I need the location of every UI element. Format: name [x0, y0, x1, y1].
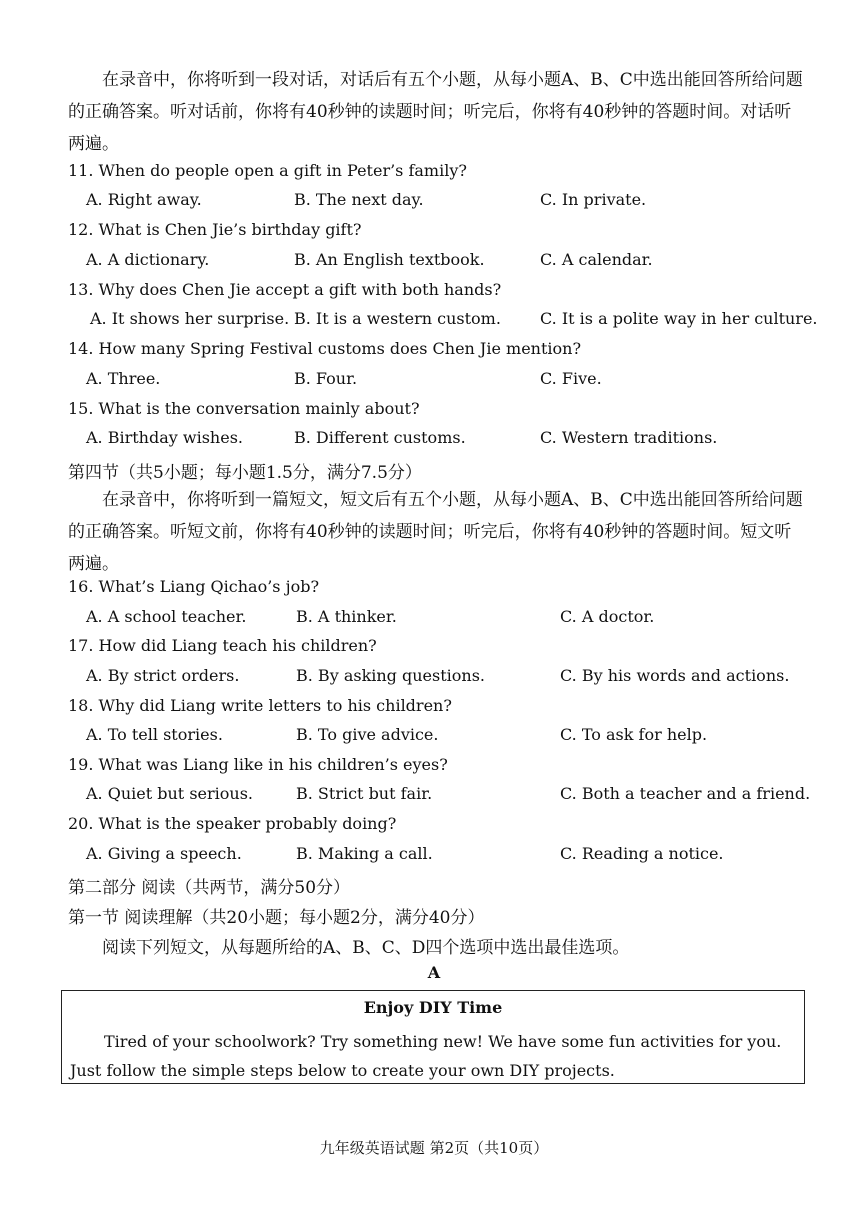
- option-12-a: A. A dictionary.: [86, 250, 210, 269]
- option-11-c: C. In private.: [540, 190, 647, 209]
- question-20: 20. What is the speaker probably doing?: [68, 814, 397, 833]
- question-16: 16. What’s Liang Qichao’s job?: [68, 577, 320, 596]
- part2-instructions: 阅读下列短文，从每题所给的A、B、C、D四个选项中选出最佳选项。: [102, 938, 630, 958]
- section3-instructions: 在录音中，你将听到一段对话，对话后有五个小题，从每小题A、B、C中选出能回答所给问题的正确答案。听对话前，你将有40秒钟的读题时间；听完后，你将有40秒钟的答题时间。对话听两遍。: [68, 70, 803, 154]
- option-15-b: B. Different customs.: [294, 428, 466, 447]
- option-12-c: C. A calendar.: [540, 250, 653, 269]
- page-footer: 九年级英语试题 第2页（共10页）: [319, 1139, 549, 1157]
- question-18: 18. Why did Liang write letters to his children?: [68, 696, 452, 715]
- part2-sub-heading: 第一节 阅读理解（共20小题；每小题2分，满分40分）: [68, 908, 485, 928]
- option-20-a: A. Giving a speech.: [86, 844, 242, 863]
- passage-text: Tired of your schoolwork? Try something new! We have some fun activities for you. Just follow the simple steps below to create your own DIY projects.: [70, 1032, 782, 1080]
- question-15: 15. What is the conversation mainly about?: [68, 399, 420, 418]
- option-12-b: B. An English textbook.: [294, 250, 485, 269]
- passage-label: A: [427, 963, 441, 982]
- question-11: 11. When do people open a gift in Peter’s family?: [68, 161, 467, 180]
- option-19-b: B. Strict but fair.: [296, 784, 433, 803]
- option-13-b: B. It is a western custom.: [294, 309, 501, 328]
- question-17: 17. How did Liang teach his children?: [68, 636, 377, 655]
- option-15-a: A. Birthday wishes.: [86, 428, 243, 447]
- passage-title: Enjoy DIY Time: [363, 998, 503, 1017]
- option-20-b: B. Making a call.: [296, 844, 433, 863]
- section4-heading: 第四节（共5小题；每小题1.5分，满分7.5分）: [68, 463, 422, 483]
- question-13: 13. Why does Chen Jie accept a gift with both hands?: [68, 280, 502, 299]
- option-17-c: C. By his words and actions.: [560, 666, 790, 685]
- option-18-b: B. To give advice.: [296, 725, 439, 744]
- option-13-a: A. It shows her surprise.: [90, 309, 290, 328]
- option-16-a: A. A school teacher.: [86, 607, 247, 626]
- option-19-a: A. Quiet but serious.: [86, 784, 253, 803]
- option-15-c: C. Western traditions.: [540, 428, 718, 447]
- option-18-c: C. To ask for help.: [560, 725, 708, 744]
- option-14-c: C. Five.: [540, 369, 602, 388]
- part2-heading: 第二部分 阅读（共两节，满分50分）: [68, 878, 351, 898]
- option-14-a: A. Three.: [86, 369, 161, 388]
- question-12: 12. What is Chen Jie’s birthday gift?: [68, 220, 362, 239]
- option-19-c: C. Both a teacher and a friend.: [560, 784, 811, 803]
- option-11-a: A. Right away.: [86, 190, 202, 209]
- question-14: 14. How many Spring Festival customs does Chen Jie mention?: [68, 339, 582, 358]
- passage-box: [61, 990, 805, 1084]
- option-16-b: B. A thinker.: [296, 607, 397, 626]
- option-14-b: B. Four.: [294, 369, 358, 388]
- option-13-c: C. It is a polite way in her culture.: [540, 309, 818, 328]
- option-17-b: B. By asking questions.: [296, 666, 486, 685]
- option-17-a: A. By strict orders.: [86, 666, 240, 685]
- section4-instructions: 在录音中，你将听到一篇短文，短文后有五个小题，从每小题A、B、C中选出能回答所给问题的正确答案。听短文前，你将有40秒钟的读题时间；听完后，你将有40秒钟的答题时间。短文听两遍。: [68, 490, 803, 574]
- option-20-c: C. Reading a notice.: [560, 844, 724, 863]
- option-11-b: B. The next day.: [294, 190, 424, 209]
- question-19: 19. What was Liang like in his children’s eyes?: [68, 755, 448, 774]
- option-18-a: A. To tell stories.: [86, 725, 223, 744]
- option-16-c: C. A doctor.: [560, 607, 655, 626]
